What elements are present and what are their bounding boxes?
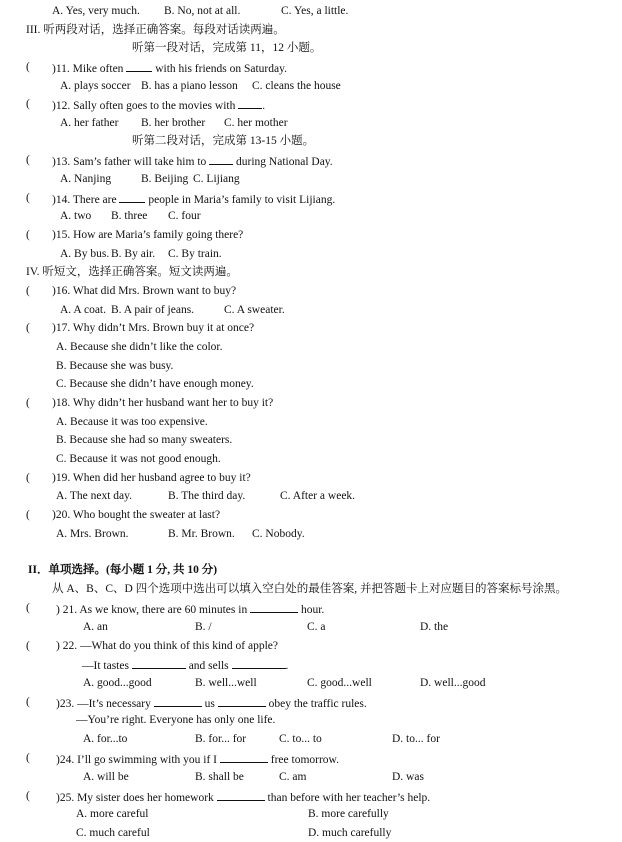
question bbox=[56, 751, 339, 767]
section-header: III. 听两段对话，选择正确答案。每段对话读两遍。 bbox=[26, 24, 285, 36]
question-text: hour. bbox=[298, 604, 325, 616]
option: B. Mr. Brown. bbox=[168, 528, 235, 540]
answer-paren: ( bbox=[26, 98, 30, 110]
question-text: ) 21. As we know, there are 60 minutes in bbox=[56, 604, 251, 616]
answer-paren: ( bbox=[26, 61, 30, 73]
question-text: —You’re right. Everyone has only one life. bbox=[76, 714, 276, 726]
option: B. Because she was busy. bbox=[56, 360, 174, 372]
option: B. Beijing bbox=[141, 173, 189, 185]
question-text: )18. Why didn’t her husband want her to buy it? bbox=[52, 397, 274, 409]
option: C. Because she didn’t have enough money. bbox=[56, 378, 254, 390]
option: A. plays soccer bbox=[60, 80, 131, 92]
question-text: than before with her teacher’s help. bbox=[264, 792, 431, 804]
question-text: )19. When did her husband agree to buy it? bbox=[52, 472, 251, 484]
question-text: . bbox=[262, 100, 266, 112]
option: A. Mrs. Brown. bbox=[56, 528, 129, 540]
option: A. Because it was too expensive. bbox=[56, 416, 208, 428]
option: B. has a piano lesson bbox=[141, 80, 238, 92]
option: A. good...good bbox=[83, 677, 152, 689]
section-header: II．单项选择。(每小题 1 分, 共 10 分) bbox=[28, 564, 218, 576]
option: A. for...to bbox=[83, 733, 128, 745]
question-text: ) 22. —What do you think of this kind of apple? bbox=[56, 640, 278, 652]
answer-paren: ( bbox=[26, 790, 30, 802]
answer-paren: ( bbox=[26, 154, 30, 166]
option: C. By train. bbox=[168, 248, 222, 260]
question-text: and sells bbox=[185, 660, 232, 672]
blank bbox=[119, 191, 145, 203]
option: A. Nanjing bbox=[60, 173, 112, 185]
question-text: )11. Mike often bbox=[52, 63, 127, 75]
question bbox=[56, 601, 324, 617]
answer-paren: ( bbox=[26, 602, 30, 614]
option: C. After a week. bbox=[280, 490, 356, 502]
question-text: )15. How are Maria’s family going there? bbox=[52, 229, 244, 241]
question bbox=[56, 695, 367, 711]
question-text: free tomorrow. bbox=[267, 754, 339, 766]
question bbox=[52, 60, 287, 76]
option: C. a bbox=[307, 621, 326, 633]
question bbox=[82, 657, 288, 673]
option: C. Because it was not good enough. bbox=[56, 453, 221, 465]
option: D. the bbox=[420, 621, 449, 633]
option: C. am bbox=[279, 771, 307, 783]
question-text: during National Day. bbox=[233, 156, 333, 168]
blank bbox=[220, 751, 268, 763]
option: A. A coat. bbox=[60, 304, 106, 316]
option: C. Nobody. bbox=[252, 528, 305, 540]
blank bbox=[250, 601, 298, 613]
answer-paren: ( bbox=[26, 509, 30, 521]
question-text: us bbox=[201, 698, 218, 710]
blank bbox=[238, 97, 262, 109]
option: B. for... for bbox=[195, 733, 247, 745]
answer-paren: ( bbox=[26, 640, 30, 652]
blank bbox=[232, 657, 286, 669]
option: C. to... to bbox=[279, 733, 322, 745]
option: D. much carefully bbox=[308, 827, 392, 839]
question-text: )25. My sister does her homework bbox=[56, 792, 217, 804]
question bbox=[52, 191, 335, 207]
question-text: )20. Who bought the sweater at last? bbox=[52, 509, 221, 521]
instruction: 从 A、B、C、D 四个选项中选出可以填入空白处的最佳答案, 并把答题卡上对应题目的答案标号涂黑。 bbox=[52, 583, 567, 595]
question-text: )23. —It’s necessary bbox=[56, 698, 154, 710]
blank bbox=[217, 789, 265, 801]
option: C. Lijiang bbox=[193, 173, 240, 185]
option: A. Because she didn’t like the color. bbox=[56, 341, 223, 353]
option: B. The third day. bbox=[168, 490, 246, 502]
option: C. cleans the house bbox=[252, 80, 341, 92]
question-text: obey the traffic rules. bbox=[265, 698, 367, 710]
subheader: 听第一段对话，完成第 11，12 小题。 bbox=[132, 42, 322, 54]
blank bbox=[132, 657, 186, 669]
question-text: )17. Why didn’t Mrs. Brown buy it at once? bbox=[52, 322, 255, 334]
option: B. Because she had so many sweaters. bbox=[56, 434, 233, 446]
question-text: with his friends on Saturday. bbox=[152, 63, 287, 75]
option: B. A pair of jeans. bbox=[111, 304, 195, 316]
option: B. shall be bbox=[195, 771, 244, 783]
option: A. an bbox=[83, 621, 108, 633]
question bbox=[52, 153, 333, 169]
option: B. three bbox=[111, 210, 148, 222]
option: D. was bbox=[392, 771, 424, 783]
option: B. well...well bbox=[195, 677, 257, 689]
option: B. more carefully bbox=[308, 808, 389, 820]
option: C. A sweater. bbox=[224, 304, 285, 316]
option: A. two bbox=[60, 210, 92, 222]
question-text: )24. I’ll go swimming with you if I bbox=[56, 754, 220, 766]
question-text: people in Maria’s family to visit Lijiang. bbox=[145, 194, 336, 206]
answer-paren: ( bbox=[26, 696, 30, 708]
question-text: )13. Sam’s father will take him to bbox=[52, 156, 210, 168]
answer-paren: ( bbox=[26, 322, 30, 334]
option: A. her father bbox=[60, 117, 119, 129]
question-text: —It tastes bbox=[82, 660, 132, 672]
option: C. good...well bbox=[307, 677, 372, 689]
answer-paren: ( bbox=[26, 285, 30, 297]
answer-paren: ( bbox=[26, 397, 30, 409]
blank bbox=[209, 153, 233, 165]
question-text: . bbox=[285, 660, 289, 672]
option: A. The next day. bbox=[56, 490, 133, 502]
option: A. will be bbox=[83, 771, 129, 783]
option: B. No, not at all. bbox=[164, 5, 241, 17]
option: C. Yes, a little. bbox=[281, 5, 349, 17]
answer-paren: ( bbox=[26, 192, 30, 204]
answer-paren: ( bbox=[26, 472, 30, 484]
option: D. well...good bbox=[420, 677, 486, 689]
option: A. Yes, very much. bbox=[52, 5, 140, 17]
option: C. her mother bbox=[224, 117, 288, 129]
section-header: IV. 听短文，选择正确答案。短文读两遍。 bbox=[26, 266, 238, 278]
option: B. her brother bbox=[141, 117, 206, 129]
option: A. By bus. bbox=[60, 248, 110, 260]
option: B. / bbox=[195, 621, 212, 633]
blank bbox=[154, 695, 202, 707]
question bbox=[52, 97, 265, 113]
blank bbox=[218, 695, 266, 707]
option: C. four bbox=[168, 210, 201, 222]
question-text: )14. There are bbox=[52, 194, 120, 206]
question-text: )16. What did Mrs. Brown want to buy? bbox=[52, 285, 237, 297]
option: A. more careful bbox=[76, 808, 149, 820]
answer-paren: ( bbox=[26, 752, 30, 764]
option: C. much careful bbox=[76, 827, 150, 839]
question-text: )12. Sally often goes to the movies with bbox=[52, 100, 239, 112]
blank bbox=[126, 60, 152, 72]
question bbox=[56, 789, 430, 805]
subheader: 听第二段对话，完成第 13-15 小题。 bbox=[132, 135, 315, 147]
option: D. to... for bbox=[392, 733, 440, 745]
answer-paren: ( bbox=[26, 229, 30, 241]
option: B. By air. bbox=[111, 248, 156, 260]
